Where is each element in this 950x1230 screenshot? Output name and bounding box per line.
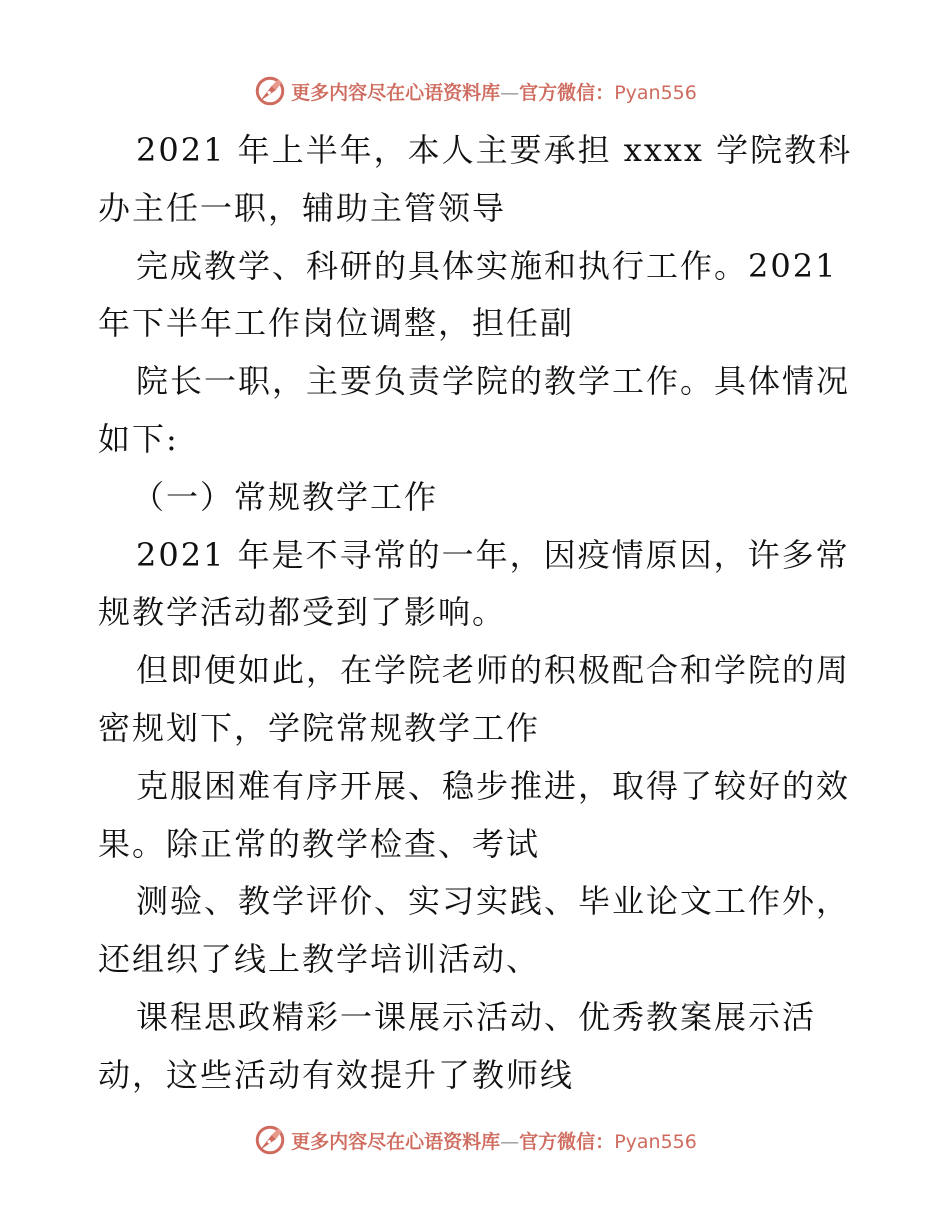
watermark-wechat-id: Pyan556 [614, 1130, 697, 1153]
paragraph-line: 课程思政精彩一课展示活动、优秀教案展示活 [136, 997, 817, 1036]
watermark-wechat-label: 官方微信： [519, 81, 615, 104]
paragraph-line: 密规划下，学院常规教学工作 [98, 708, 541, 747]
watermark-separator: — [500, 81, 520, 104]
document-body [98, 122, 858, 1105]
paragraph-line: 完成教学、科研的具体实施和执行工作。2021 [136, 246, 838, 285]
paragraph-line: 果。除正常的教学检查、考试 [98, 824, 541, 863]
paragraph-line: 测验、教学评价、实习实践、毕业论文工作外， [136, 882, 851, 921]
header-watermark [0, 71, 950, 111]
watermark-brand: 更多内容尽在心语资料库 [291, 81, 501, 104]
watermark-separator: — [500, 1130, 520, 1153]
paragraph-line: 2021 年是不寻常的一年，因疫情原因，许多常 [136, 535, 850, 574]
watermark-brand: 更多内容尽在心语资料库 [291, 1130, 501, 1153]
paragraph-line: 但即便如此，在学院老师的积极配合和学院的周 [136, 651, 851, 690]
pen-nib-logo-icon [253, 74, 287, 108]
pen-nib-logo-icon [253, 1123, 287, 1157]
section-heading: （一）常规教学工作 [132, 477, 439, 516]
watermark-wechat-label: 官方微信： [519, 1130, 615, 1153]
paragraph-line: 规教学活动都受到了影响。 [98, 593, 507, 632]
paragraph-line: 办主任一职，辅助主管领导 [98, 188, 507, 227]
paragraph-line: 如下: [98, 419, 179, 458]
paragraph-line: 年下半年工作岗位调整，担任副 [98, 304, 575, 343]
paragraph-line: 动，这些活动有效提升了教师线 [98, 1055, 575, 1094]
watermark-wechat-id: Pyan556 [614, 81, 697, 104]
paragraph-line: 2021 年上半年，本人主要承担 xxxx 学院教科 [136, 131, 853, 169]
paragraph-line: 克服困难有序开展、稳步推进，取得了较好的效 [136, 766, 851, 805]
paragraph-line: 还组织了线上教学培训活动、 [98, 940, 541, 979]
footer-watermark [0, 1120, 950, 1160]
paragraph-line: 院长一职，主要负责学院的教学工作。具体情况 [136, 362, 851, 401]
